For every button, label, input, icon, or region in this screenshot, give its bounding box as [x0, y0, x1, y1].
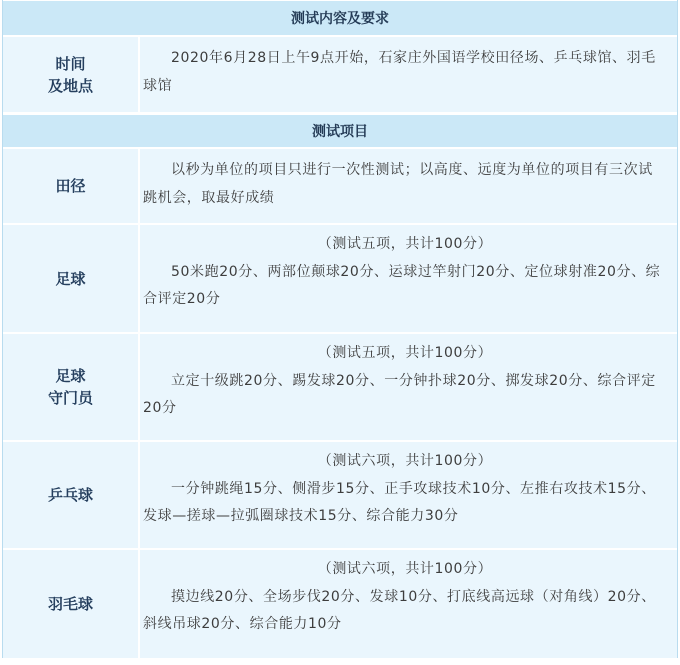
- row-label-text: 足球: [55, 269, 86, 288]
- row-content-text: 2020年6月28日上午9点开始，石家庄外国语学校田径场、乒乓球馆、羽毛球馆: [143, 50, 656, 94]
- table-row-time-location: [3, 37, 677, 114]
- row-label: [3, 550, 140, 658]
- row-label-text: 时间 及地点: [47, 54, 93, 95]
- row-label-text: 足球 守门员: [47, 367, 93, 407]
- row-label-text: 乒乓球: [47, 486, 93, 504]
- row-content: [140, 550, 677, 658]
- section-header-items: [3, 114, 677, 149]
- row-content-text: 一分钟跳绳15分、侧滑步15分、正手攻球技术10分、左推右攻技术15分、发球—搓球—拉弧圈球技术15分、综合能力30分: [143, 480, 656, 524]
- table-row-badminton: [3, 550, 677, 658]
- row-label-text: 田径: [55, 177, 86, 195]
- row-label: [3, 225, 140, 332]
- row-content: [140, 334, 677, 440]
- row-content: [140, 442, 677, 548]
- row-content-text: 50米跑20分、两部位颠球20分、运球过竿射门20分、定位球射准20分、综合评定20分: [143, 263, 661, 307]
- row-content: [140, 225, 677, 332]
- row-note: （测试五项，共计100分）: [317, 236, 493, 252]
- row-label: [3, 37, 140, 112]
- row-label: [3, 149, 140, 223]
- table-row-football: [3, 225, 677, 334]
- row-content-text: 以秒为单位的项目只进行一次性测试；以高度、远度为单位的项目有三次试跳机会，取最好成绩: [143, 162, 653, 206]
- section-header-text: 测试项目: [312, 124, 368, 140]
- table-row-track-field: [3, 149, 677, 225]
- section-header-text: 测试内容及要求: [291, 11, 389, 27]
- row-label: [3, 334, 140, 440]
- row-note: （测试六项，共计100分）: [317, 453, 493, 469]
- row-label-text: 羽毛球: [47, 595, 93, 613]
- row-content-text: 摸边线20分、全场步伐20分、发球10分、打底线高远球（对角线）20分、斜线吊球20分、综合能力10分: [143, 588, 656, 632]
- row-content: [140, 149, 677, 223]
- row-note: （测试五项，共计100分）: [317, 345, 493, 361]
- requirements-table: [2, 0, 678, 658]
- row-note: （测试六项，共计100分）: [317, 561, 493, 577]
- table-row-goalkeeper: [3, 334, 677, 442]
- row-content: [140, 37, 677, 112]
- row-content-text: 立定十级跳20分、踢发球20分、一分钟扑球20分、掷发球20分、综合评定20分: [143, 372, 656, 416]
- table-row-table-tennis: [3, 442, 677, 550]
- section-header-requirements: [3, 0, 677, 37]
- row-label: [3, 442, 140, 548]
